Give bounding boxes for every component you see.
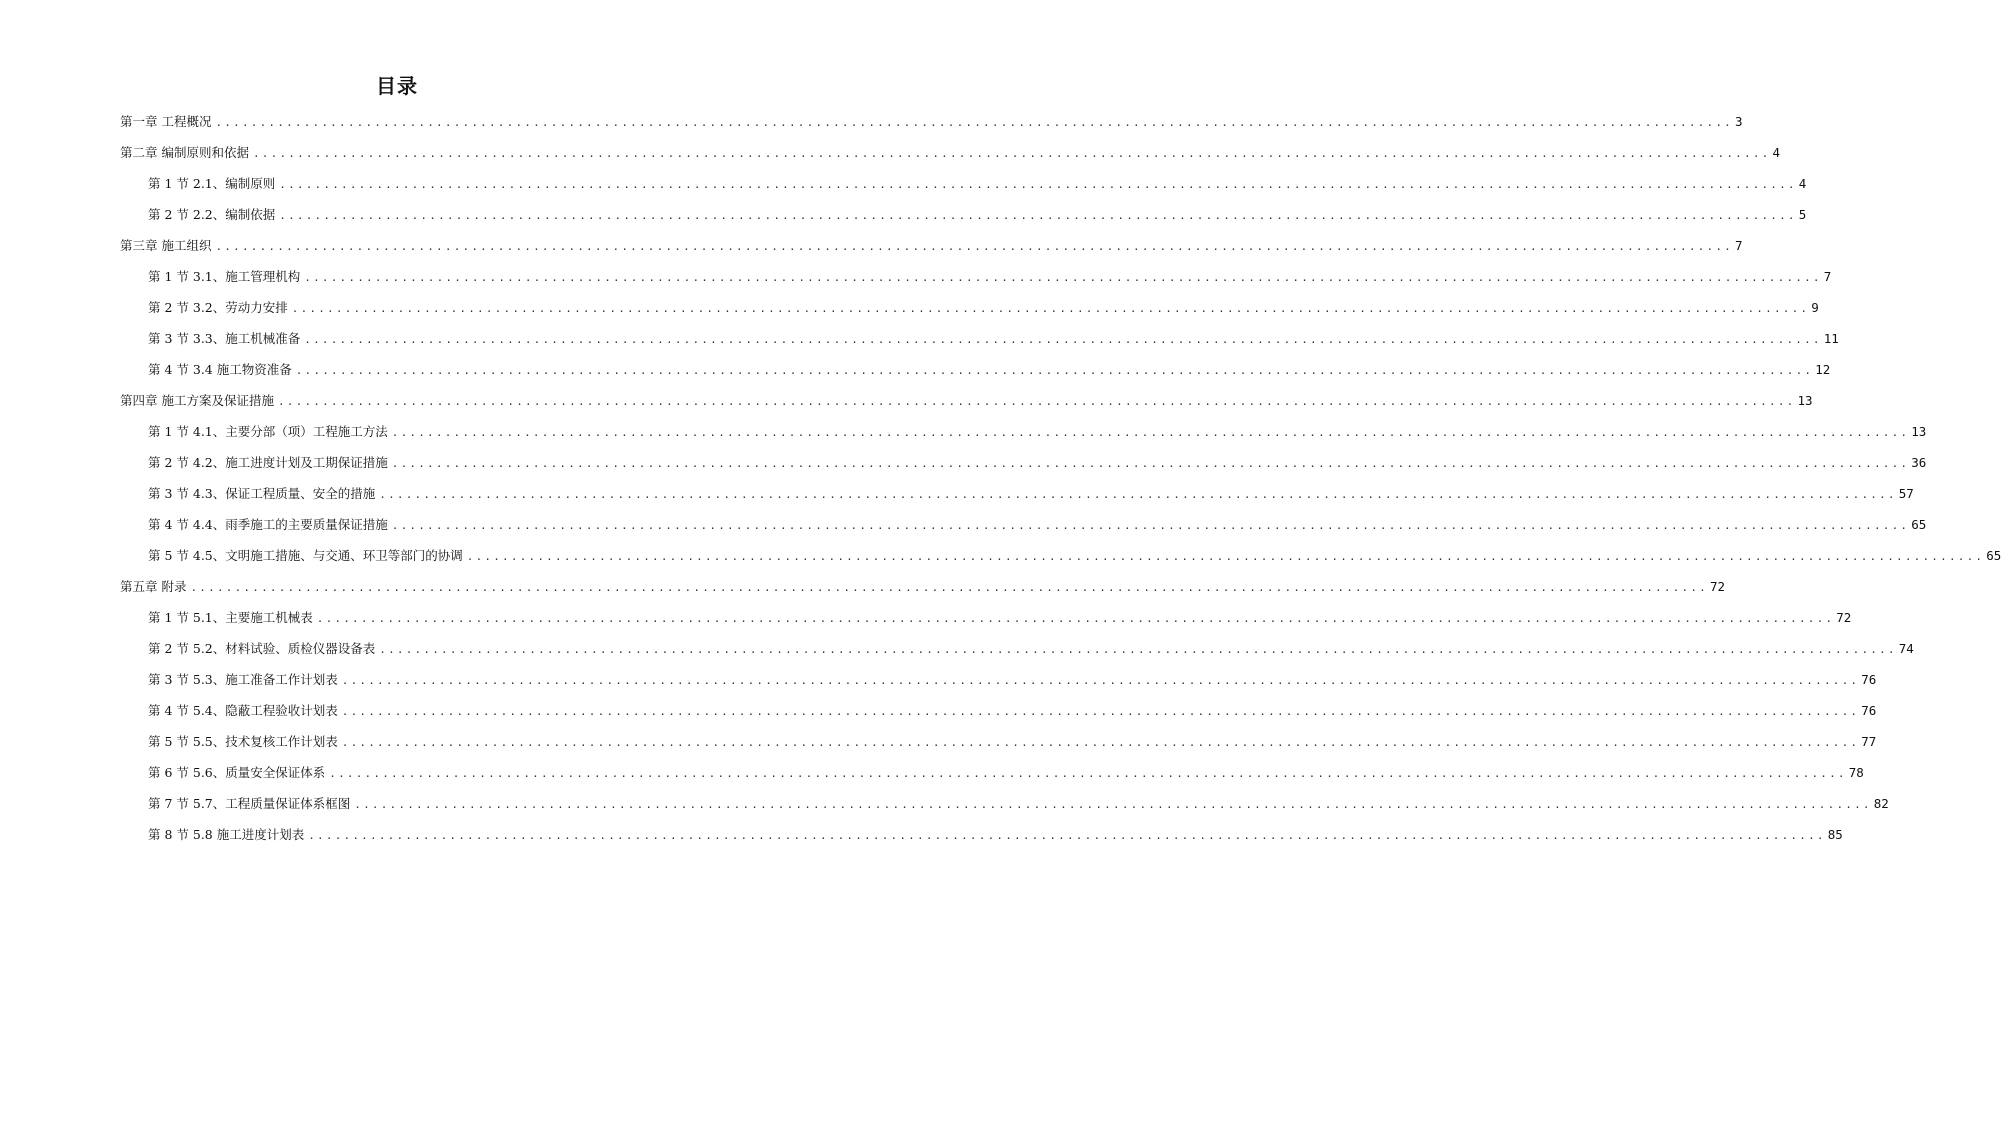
- toc-entry-label: 第 4 节 5.4、隐蔽工程验收计划表: [148, 703, 338, 718]
- toc-entry-label: 第三章 施工组织: [120, 238, 212, 253]
- toc-dot-leader: ............................................................................................................................................................................: [391, 519, 1910, 532]
- toc-page-number: 3: [1734, 114, 1743, 129]
- toc-dot-leader: ............................................................................................................................................................................: [279, 209, 1797, 222]
- toc-page-number: 7: [1823, 269, 1832, 284]
- toc-entry-label: 第 7 节 5.7、工程质量保证体系框图: [148, 796, 351, 811]
- toc-dot-leader: ............................................................................................................................................................................: [341, 674, 1860, 687]
- toc-dot-leader: ............................................................................................................................................................................: [391, 426, 1910, 439]
- toc-page-number: 5: [1798, 207, 1807, 222]
- toc-dot-leader: ............................................................................................................................................................................: [304, 333, 1822, 346]
- toc-entry-label: 第 2 节 2.2、编制依据: [148, 207, 276, 222]
- toc-page-number: 13: [1911, 424, 1927, 439]
- toc-page-number: 78: [1848, 765, 1864, 780]
- toc-page-number: 72: [1836, 610, 1852, 625]
- toc-section-entry[interactable]: [120, 266, 1832, 297]
- toc-entry-label: 第 5 节 5.5、技术复核工作计划表: [148, 734, 338, 749]
- toc-dot-leader: ............................................................................................................................................................................: [341, 736, 1860, 749]
- toc-entry-label: 第 3 节 4.3、保证工程质量、安全的措施: [148, 486, 376, 501]
- toc-dot-leader: ............................................................................................................................................................................: [379, 643, 1897, 656]
- toc-entry-label: 第 6 节 5.6、质量安全保证体系: [148, 765, 326, 780]
- toc-dot-leader: ............................................................................................................................................................................: [279, 178, 1797, 191]
- toc-page-number: 72: [1709, 579, 1726, 594]
- toc-page-number: 57: [1898, 486, 1914, 501]
- toc-page-number: 82: [1873, 796, 1889, 811]
- toc-page-number: 77: [1861, 734, 1877, 749]
- toc-page-number: 9: [1811, 300, 1819, 315]
- toc-section-entry[interactable]: [120, 514, 1927, 545]
- toc-page-number: 76: [1861, 703, 1877, 718]
- toc-page-number: 85: [1827, 827, 1843, 842]
- toc-chapter-entry[interactable]: [120, 235, 1743, 266]
- toc-page-number: 11: [1823, 331, 1839, 346]
- toc-page-number: 4: [1798, 176, 1807, 191]
- toc-entry-label: 第 1 节 2.1、编制原则: [148, 176, 276, 191]
- toc-dot-leader: ............................................................................................................................................................................: [329, 767, 1847, 780]
- toc-dot-leader: ............................................................................................................................................................................: [391, 457, 1910, 470]
- toc-section-entry[interactable]: [120, 173, 1807, 204]
- toc-entry-label: 第 8 节 5.8 施工进度计划表: [148, 827, 305, 842]
- toc-page-number: 7: [1734, 238, 1743, 253]
- toc-entry-label: 第 4 节 3.4 施工物资准备: [148, 362, 292, 377]
- toc-entry-label: 第 1 节 3.1、施工管理机构: [148, 269, 301, 284]
- toc-chapter-entry[interactable]: [120, 111, 1743, 142]
- toc-entry-label: 第 4 节 4.4、雨季施工的主要质量保证措施: [148, 517, 388, 532]
- toc-section-entry[interactable]: [120, 297, 1819, 328]
- toc-page-number: 65: [1911, 517, 1927, 532]
- toc-chapter-entry[interactable]: [120, 390, 1813, 421]
- toc-dot-leader: ............................................................................................................................................................................: [252, 147, 1771, 160]
- toc-dot-leader: ............................................................................................................................................................................: [304, 271, 1822, 284]
- toc-entry-label: 第五章 附录: [120, 579, 187, 594]
- toc-section-entry[interactable]: [120, 545, 2001, 576]
- toc-page-number: 65: [1986, 548, 2001, 563]
- toc-entry-label: 第 3 节 3.3、施工机械准备: [148, 331, 301, 346]
- toc-page-number: 12: [1815, 362, 1831, 377]
- toc-dot-leader: ............................................................................................................................................................................: [379, 488, 1897, 501]
- toc-dot-leader: ............................................................................................................................................................................: [291, 302, 1810, 315]
- toc-section-entry[interactable]: [120, 204, 1807, 235]
- toc-dot-leader: ............................................................................................................................................................................: [190, 581, 1708, 594]
- toc-dot-leader: ............................................................................................................................................................................: [215, 240, 1733, 253]
- toc-title: 目录: [376, 74, 418, 98]
- toc-dot-leader: ............................................................................................................................................................................: [308, 829, 1826, 842]
- toc-section-entry[interactable]: [120, 359, 1831, 390]
- toc-page-number: 36: [1911, 455, 1927, 470]
- toc-dot-leader: ............................................................................................................................................................................: [277, 395, 1796, 408]
- toc-section-entry[interactable]: [120, 483, 1914, 514]
- toc-entry-label: 第 1 节 4.1、主要分部（项）工程施工方法: [148, 424, 388, 439]
- toc-chapter-entry[interactable]: [120, 576, 1726, 607]
- toc-section-entry[interactable]: [120, 638, 1914, 669]
- toc-dot-leader: ............................................................................................................................................................................: [466, 550, 1985, 563]
- toc-dot-leader: ............................................................................................................................................................................: [341, 705, 1860, 718]
- toc-section-entry[interactable]: [120, 793, 1889, 824]
- toc-entry-label: 第 2 节 5.2、材料试验、质检仪器设备表: [148, 641, 376, 656]
- toc-dot-leader: ............................................................................................................................................................................: [215, 116, 1733, 129]
- toc-section-entry[interactable]: [120, 421, 1927, 452]
- toc-page-number: 4: [1772, 145, 1780, 160]
- table-of-contents: [120, 111, 2001, 855]
- toc-page-number: 13: [1797, 393, 1813, 408]
- toc-section-entry[interactable]: [120, 762, 1864, 793]
- toc-entry-label: 第四章 施工方案及保证措施: [120, 393, 274, 408]
- toc-page-number: 74: [1898, 641, 1914, 656]
- toc-dot-leader: ............................................................................................................................................................................: [354, 798, 1872, 811]
- toc-entry-label: 第 5 节 4.5、文明施工措施、与交通、环卫等部门的协调: [148, 548, 463, 563]
- toc-entry-label: 第 2 节 4.2、施工进度计划及工期保证措施: [148, 455, 388, 470]
- toc-section-entry[interactable]: [120, 328, 1839, 359]
- toc-section-entry[interactable]: [120, 700, 1877, 731]
- toc-page-number: 76: [1861, 672, 1877, 687]
- toc-dot-leader: ............................................................................................................................................................................: [295, 364, 1814, 377]
- toc-section-entry[interactable]: [120, 669, 1877, 700]
- toc-chapter-entry[interactable]: [120, 142, 1780, 173]
- toc-entry-label: 第 2 节 3.2、劳动力安排: [148, 300, 288, 315]
- toc-dot-leader: ............................................................................................................................................................................: [316, 612, 1835, 625]
- toc-entry-label: 第 1 节 5.1、主要施工机械表: [148, 610, 313, 625]
- toc-section-entry[interactable]: [120, 731, 1877, 762]
- toc-section-entry[interactable]: [120, 607, 1852, 638]
- toc-section-entry[interactable]: [120, 824, 1843, 855]
- toc-section-entry[interactable]: [120, 452, 1927, 483]
- toc-entry-label: 第 3 节 5.3、施工准备工作计划表: [148, 672, 338, 687]
- toc-entry-label: 第二章 编制原则和依据: [120, 145, 249, 160]
- toc-entry-label: 第一章 工程概况: [120, 114, 212, 129]
